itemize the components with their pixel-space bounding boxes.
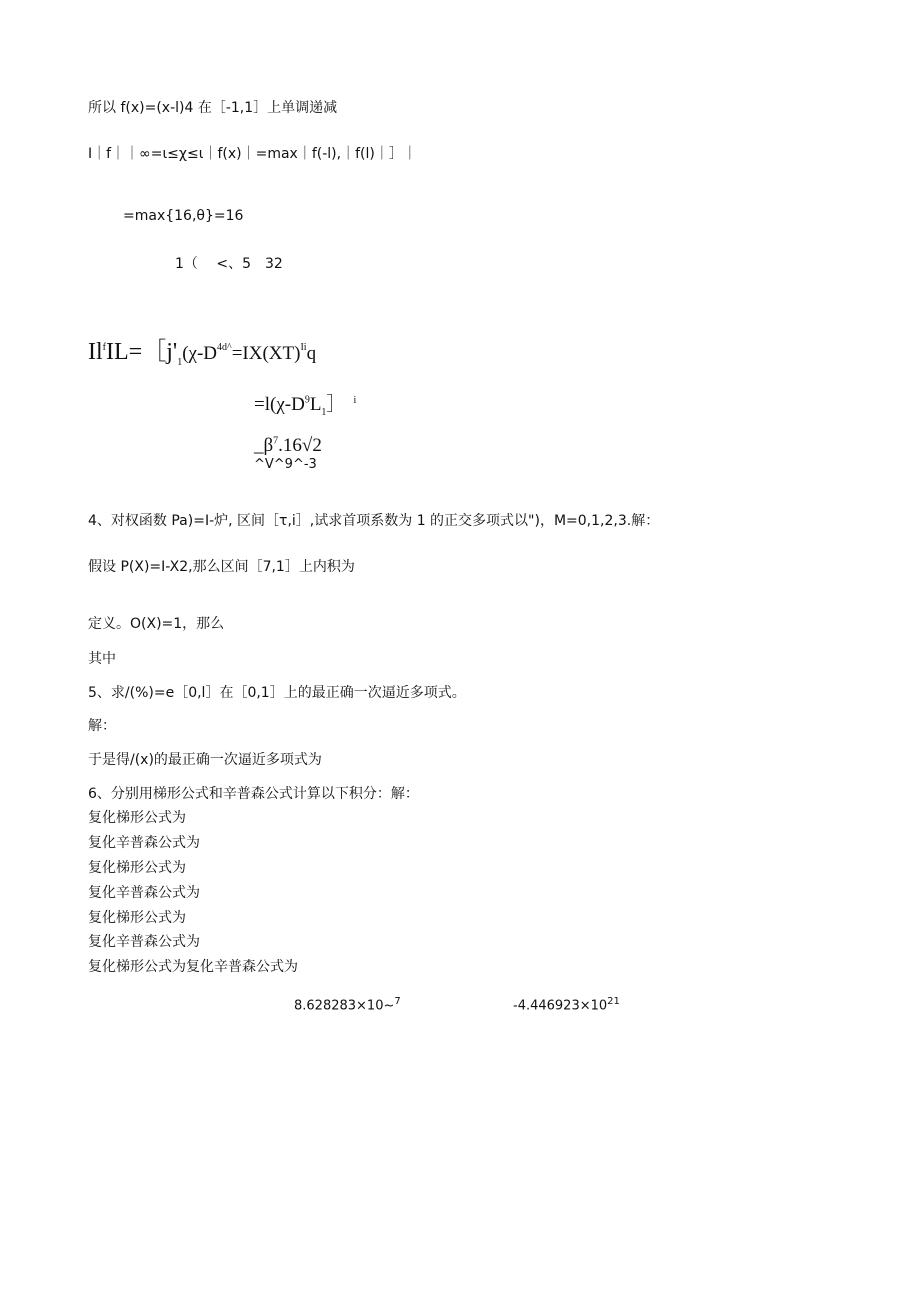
text-line-20: 复化辛普森公式为 xyxy=(88,885,200,901)
formula-sub: 1 xyxy=(177,356,183,368)
result-value-2 xyxy=(513,997,620,1012)
text-line-14: 解： xyxy=(88,718,116,734)
question-5: 5、求/(%)=e［0,l］在［0,1］上的最正确一次逼近多项式。 xyxy=(88,685,466,701)
formula-part: .16√2 xyxy=(278,435,322,456)
formula-part: Il xyxy=(88,339,103,365)
question-6: 6、分别用梯形公式和辛普森公式计算以下积分：解： xyxy=(88,786,419,802)
text-line-3: =max{16,θ}=16 xyxy=(123,208,244,224)
text-line-1: 所以 f(x)=(x-l)4 在［-1,1］上单调递减 xyxy=(88,100,338,116)
formula-sup: f xyxy=(102,342,107,353)
formula-norm-line xyxy=(88,340,316,368)
text-line-10: 假设 P(X)=I-X2,那么区间［7,1］上内积为 xyxy=(88,559,355,575)
result-value-1 xyxy=(294,997,401,1012)
formula-part: ］ xyxy=(326,394,346,415)
formula-line-2 xyxy=(254,395,356,418)
formula-line-3 xyxy=(254,436,322,455)
formula-line-4: ^V^9^-3 xyxy=(254,457,317,472)
text-line-23: 复化梯形公式为复化辛普森公式为 xyxy=(88,959,298,975)
formula-sup: 4d^ xyxy=(217,342,232,353)
question-4: 4、对权函数 Pa)=I-炉, 区间［τ,i］,试求首项系数为 1 的正交多项式以")，M=0,1,2,3.解： xyxy=(88,513,660,529)
formula-sub: 1 xyxy=(321,406,327,418)
formula-part: (χ-D xyxy=(182,343,218,364)
text-line-19: 复化梯形公式为 xyxy=(88,860,186,876)
text-line-17: 复化梯形公式为 xyxy=(88,810,186,826)
text-line-4: 1（ <、5 32 xyxy=(175,256,283,272)
value-sup: 21 xyxy=(607,996,620,1007)
formula-sup: Ii xyxy=(300,342,307,353)
formula-part: q xyxy=(306,343,317,364)
value-part: 8.628283×10~ xyxy=(294,998,395,1014)
formula-sup: 9 xyxy=(304,394,310,406)
formula-sup: i xyxy=(353,394,357,406)
formula-part: =l(χ-D xyxy=(254,394,305,415)
formula-sup: 7 xyxy=(273,435,279,447)
formula-part: IL=［j' xyxy=(106,339,178,365)
value-sup: 7 xyxy=(394,996,401,1007)
text-line-12: 其中 xyxy=(88,651,116,667)
text-line-2: I｜f｜｜∞=ι≤χ≤ι｜f(x)｜=max｜f(-l),｜f(l)｜］｜ xyxy=(88,146,417,162)
text-line-18: 复化辛普森公式为 xyxy=(88,835,200,851)
formula-part: L xyxy=(309,394,322,415)
text-line-21: 复化梯形公式为 xyxy=(88,910,186,926)
value-part: -4.446923×10 xyxy=(513,998,608,1014)
text-line-22: 复化辛普森公式为 xyxy=(88,934,200,950)
text-line-15: 于是得/(x)的最正确一次逼近多项式为 xyxy=(88,752,322,768)
formula-part: =IX(XT) xyxy=(231,343,301,364)
text-line-11: 定义。O(X)=1，那么 xyxy=(88,616,225,632)
formula-part: _β xyxy=(254,435,274,456)
